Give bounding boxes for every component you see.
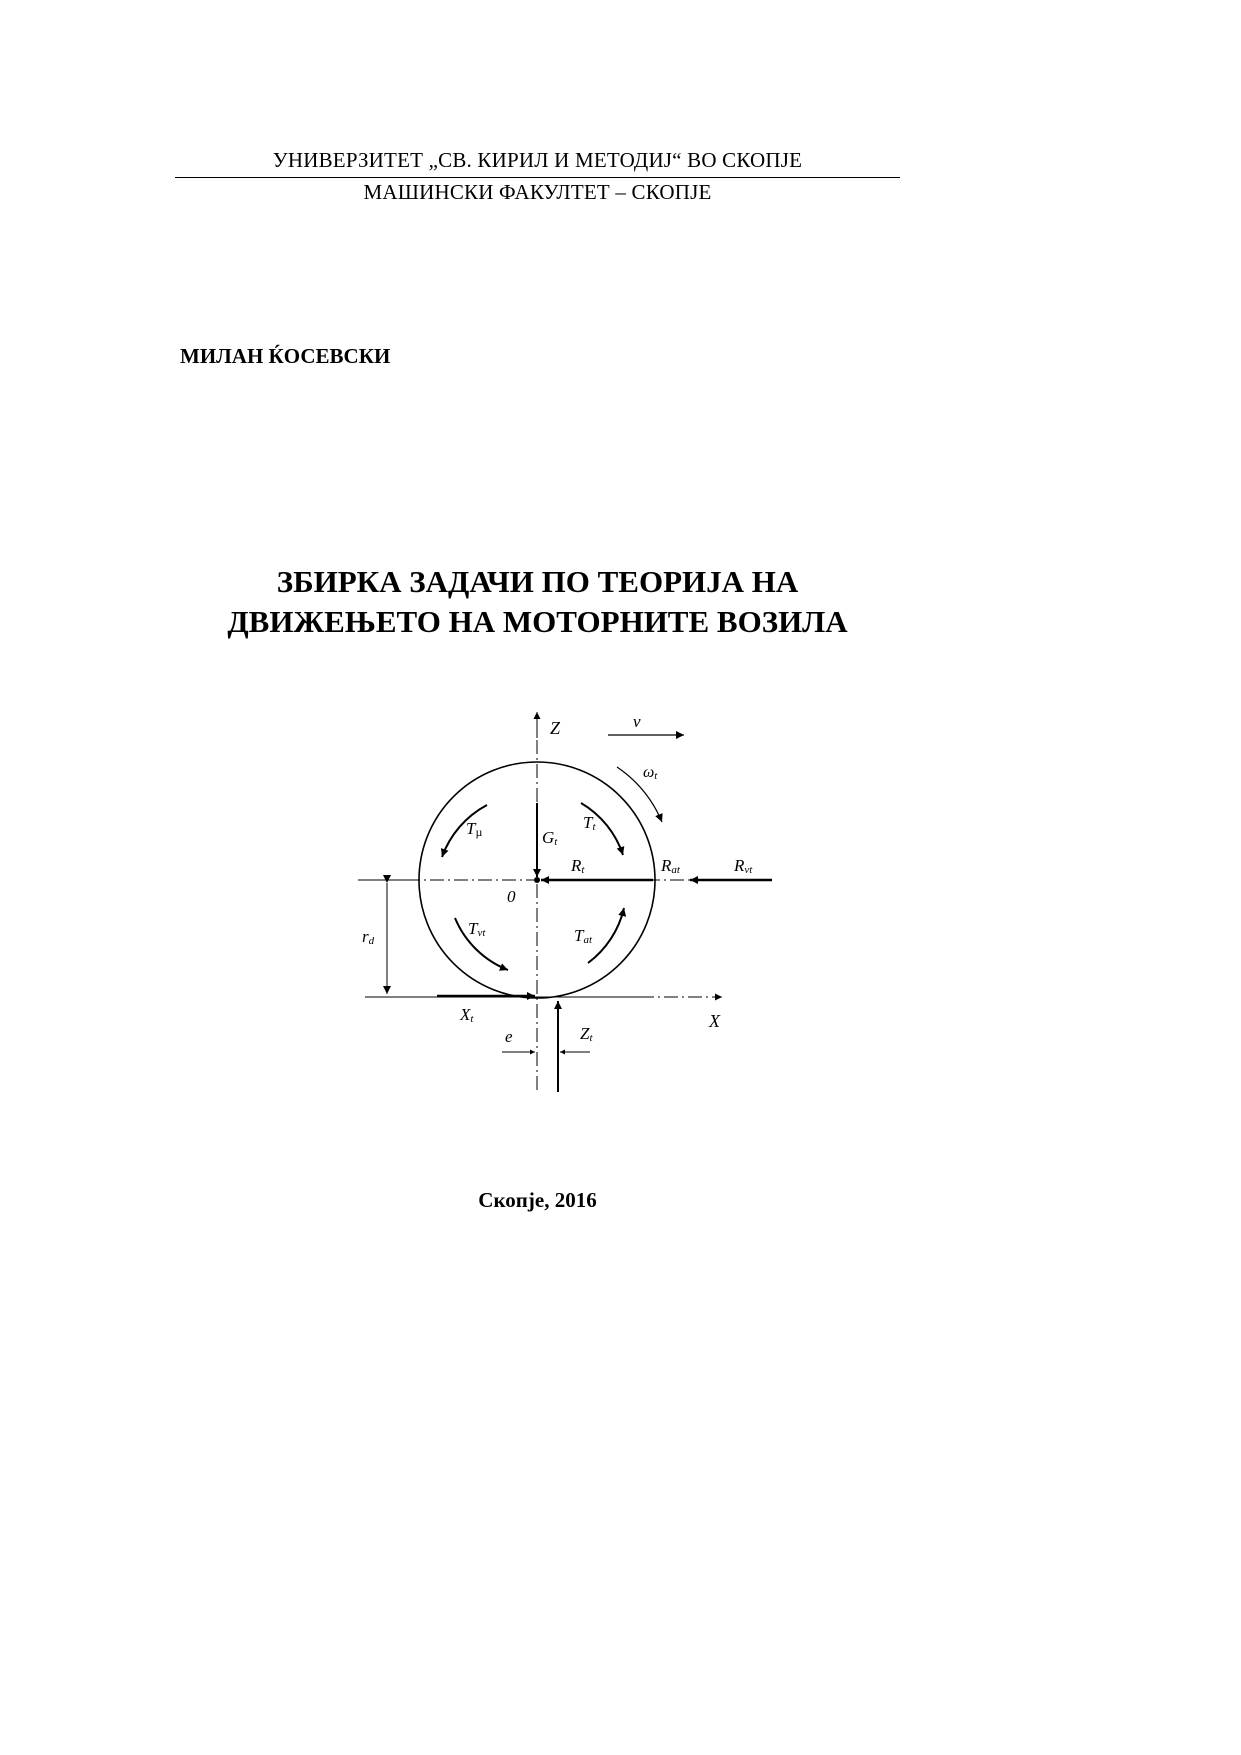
x-t-label: Xt bbox=[460, 1005, 474, 1025]
t-at-label: Tat bbox=[574, 926, 593, 946]
r-vt-label: Rvt bbox=[734, 856, 753, 876]
x-axis-label: X bbox=[709, 1011, 720, 1031]
t-t-label: Tt bbox=[583, 813, 596, 833]
rd-label: rd bbox=[362, 927, 375, 947]
velocity-label: v bbox=[633, 712, 641, 731]
omega-label: ωt bbox=[643, 764, 658, 782]
t-at-arrow bbox=[588, 908, 624, 963]
author-name: МИЛАН ЌОСЕВСКИ bbox=[180, 344, 391, 368]
faculty-name: МАШИНСКИ ФАКУЛТЕТ – СКОПЈЕ bbox=[363, 180, 712, 204]
t-vt-arrow bbox=[455, 918, 508, 970]
university-name: УНИВЕРЗИТЕТ „СВ. КИРИЛ И МЕТОДИЈ“ ВО СКОПЈЕ bbox=[272, 148, 803, 172]
center-point bbox=[534, 877, 540, 883]
book-title-line-1: ЗБИРКА ЗАДАЧИ ПО ТЕОРИЈА НА bbox=[276, 564, 799, 599]
g-label: Gt bbox=[542, 828, 558, 848]
z-t-label: Zt bbox=[580, 1024, 593, 1044]
r-t-label: Rt bbox=[571, 856, 585, 876]
publication-place-year: Скопје, 2016 bbox=[478, 1188, 597, 1212]
t-vt-label: Tvt bbox=[468, 919, 486, 939]
r-at-label: Rat bbox=[661, 856, 680, 876]
origin-label: 0 bbox=[507, 887, 516, 906]
z-axis-label: Z bbox=[550, 718, 561, 738]
e-label: e bbox=[505, 1027, 513, 1046]
book-title-line-2: ДВИЖЕЊЕТО НА МОТОРНИТЕ ВОЗИЛА bbox=[227, 604, 848, 639]
t-mu-label: Tµ bbox=[466, 819, 483, 839]
